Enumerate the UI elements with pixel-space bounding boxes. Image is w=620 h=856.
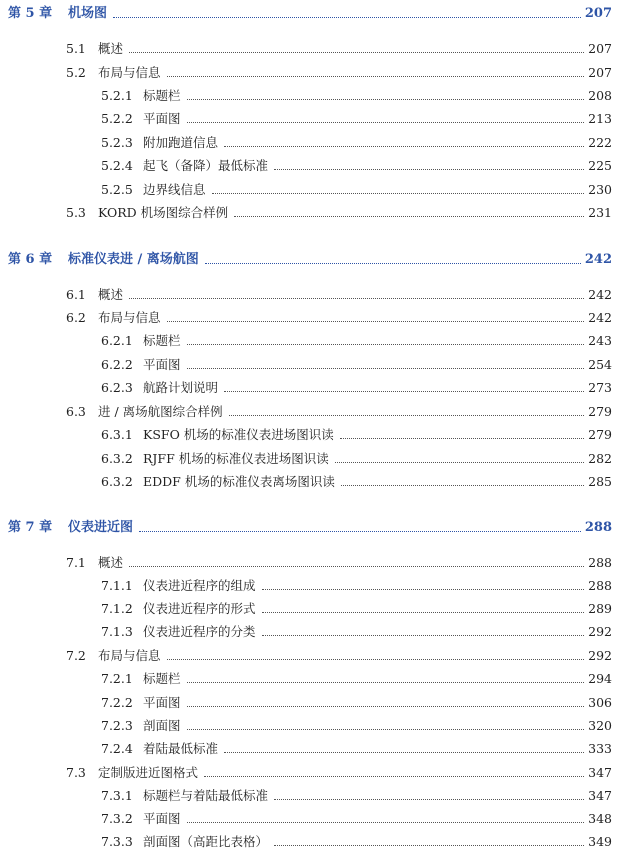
toc-entry-title: EDDF 机场的标准仪表离场图识读 bbox=[143, 474, 335, 489]
toc-entry-number: 7.1.2 bbox=[101, 601, 133, 616]
toc-entry-page-number: 320 bbox=[588, 718, 612, 733]
dot-leader bbox=[129, 566, 584, 567]
toc-entry[interactable] bbox=[0, 764, 620, 782]
toc-entry-number: 7.1 bbox=[66, 555, 86, 570]
dot-leader bbox=[187, 99, 584, 100]
toc-entry[interactable] bbox=[0, 787, 620, 805]
toc-entry-number: 6.3.2 bbox=[101, 451, 133, 466]
toc-entry-number: 7.2.3 bbox=[101, 718, 133, 733]
toc-entry-page-number: 231 bbox=[588, 205, 612, 220]
toc-entry-number: 6.1 bbox=[66, 287, 86, 302]
toc-entry-page-number: 347 bbox=[588, 788, 612, 803]
toc-entry-title: 剖面图 bbox=[143, 718, 181, 733]
dot-leader bbox=[187, 822, 584, 823]
toc-entry-title: 边界线信息 bbox=[143, 182, 206, 197]
toc-entry-number: 7.2.2 bbox=[101, 695, 133, 710]
toc-entry-title: 概述 bbox=[98, 41, 124, 56]
toc-entry-page-number: 242 bbox=[588, 287, 612, 302]
toc-entry[interactable] bbox=[0, 332, 620, 350]
toc-entry[interactable] bbox=[0, 810, 620, 828]
dot-leader bbox=[212, 193, 584, 194]
toc-entry-number: 第 6 章 bbox=[8, 252, 53, 267]
dot-leader bbox=[262, 612, 584, 613]
toc-entry-page-number: 279 bbox=[588, 404, 612, 419]
dot-leader bbox=[129, 298, 584, 299]
toc-entry-title: 仪表进近程序的分类 bbox=[143, 624, 256, 639]
toc-entry-number: 7.3.2 bbox=[101, 811, 133, 826]
toc-entry-title: 进 / 离场航图综合样例 bbox=[98, 404, 223, 419]
toc-entry-number: 7.3.3 bbox=[101, 834, 133, 849]
toc-entry[interactable] bbox=[0, 110, 620, 128]
toc-entry[interactable] bbox=[0, 426, 620, 444]
toc-entry[interactable] bbox=[0, 286, 620, 304]
toc-entry[interactable] bbox=[0, 204, 620, 222]
toc-entry-page-number: 288 bbox=[584, 520, 612, 535]
toc-entry-title: 航路计划说明 bbox=[143, 380, 219, 395]
toc-entry-number: 5.2.5 bbox=[101, 182, 133, 197]
toc-entry-title: 概述 bbox=[98, 555, 124, 570]
toc-entry-page-number: 242 bbox=[584, 252, 612, 267]
toc-entry-page-number: 207 bbox=[588, 65, 612, 80]
toc-entry-page-number: 288 bbox=[588, 555, 612, 570]
toc-entry-number: 6.2 bbox=[66, 310, 86, 325]
toc-entry[interactable] bbox=[0, 134, 620, 152]
dot-leader bbox=[224, 391, 584, 392]
dot-leader bbox=[187, 344, 584, 345]
toc-entry-number: 6.2.3 bbox=[101, 380, 133, 395]
toc-entry-number: 6.2.2 bbox=[101, 357, 133, 372]
dot-leader bbox=[224, 146, 584, 147]
dot-leader bbox=[113, 17, 581, 18]
toc-entry-page-number: 254 bbox=[588, 357, 612, 372]
dot-leader bbox=[187, 729, 584, 730]
toc-entry-title: 平面图 bbox=[143, 695, 181, 710]
toc-entry[interactable] bbox=[0, 450, 620, 468]
toc-entry-page-number: 292 bbox=[588, 648, 612, 663]
dot-leader bbox=[204, 776, 584, 777]
toc-entry-number: 6.2.1 bbox=[101, 333, 133, 348]
toc-entry[interactable] bbox=[0, 833, 620, 851]
dot-leader bbox=[341, 485, 584, 486]
dot-leader bbox=[167, 659, 584, 660]
toc-entry[interactable] bbox=[0, 40, 620, 58]
toc-entry-number: 5.3 bbox=[66, 205, 86, 220]
toc-entry-number: 5.1 bbox=[66, 41, 86, 56]
toc-entry-page-number: 349 bbox=[588, 834, 612, 849]
toc-entry-title: 仪表进近图 bbox=[68, 520, 134, 535]
toc-entry-page-number: 207 bbox=[584, 6, 612, 21]
toc-entry-page-number: 347 bbox=[588, 765, 612, 780]
toc-entry-title: 平面图 bbox=[143, 357, 181, 372]
toc-chapter-entry[interactable] bbox=[0, 519, 620, 537]
toc-chapter-entry[interactable] bbox=[0, 251, 620, 269]
toc-entry-number: 5.2.4 bbox=[101, 158, 133, 173]
toc-entry-page-number: 306 bbox=[588, 695, 612, 710]
toc-entry-title: 标题栏 bbox=[143, 671, 181, 686]
toc-entry[interactable] bbox=[0, 473, 620, 491]
dot-leader bbox=[139, 531, 581, 532]
toc-entry-title: 布局与信息 bbox=[98, 65, 161, 80]
toc-entry-page-number: 294 bbox=[588, 671, 612, 686]
toc-entry[interactable] bbox=[0, 717, 620, 735]
dot-leader bbox=[187, 368, 584, 369]
toc-entry-number: 5.2 bbox=[66, 65, 86, 80]
toc-entry[interactable] bbox=[0, 623, 620, 641]
toc-entry-title: 平面图 bbox=[143, 811, 181, 826]
toc-entry-number: 7.3 bbox=[66, 765, 86, 780]
toc-entry-number: 7.1.1 bbox=[101, 578, 133, 593]
dot-leader bbox=[224, 752, 584, 753]
toc-entry-number: 5.2.2 bbox=[101, 111, 133, 126]
toc-entry-number: 第 7 章 bbox=[8, 520, 53, 535]
toc-entry-page-number: 333 bbox=[588, 741, 612, 756]
toc-entry-title: 布局与信息 bbox=[98, 310, 161, 325]
toc-entry-number: 6.3.1 bbox=[101, 427, 133, 442]
dot-leader bbox=[187, 706, 584, 707]
toc-entry-title: 着陆最低标准 bbox=[143, 741, 219, 756]
toc-entry[interactable] bbox=[0, 670, 620, 688]
toc-entry-page-number: 289 bbox=[588, 601, 612, 616]
toc-entry[interactable] bbox=[0, 181, 620, 199]
toc-entry-page-number: 208 bbox=[588, 88, 612, 103]
dot-leader bbox=[129, 52, 584, 53]
toc-entry-title: 标准仪表进 / 离场航图 bbox=[68, 252, 199, 267]
toc-entry-number: 7.2.4 bbox=[101, 741, 133, 756]
dot-leader bbox=[187, 682, 584, 683]
toc-entry[interactable] bbox=[0, 356, 620, 374]
toc-entry-page-number: 348 bbox=[588, 811, 612, 826]
dot-leader bbox=[274, 799, 584, 800]
toc-entry-title: KSFO 机场的标准仪表进场图识读 bbox=[143, 427, 334, 442]
toc-entry-number: 7.2 bbox=[66, 648, 86, 663]
toc-entry[interactable] bbox=[0, 309, 620, 327]
toc-entry-title: 平面图 bbox=[143, 111, 181, 126]
toc-entry[interactable] bbox=[0, 740, 620, 758]
toc-entry-page-number: 230 bbox=[588, 182, 612, 197]
dot-leader bbox=[335, 462, 584, 463]
dot-leader bbox=[229, 415, 584, 416]
toc-entry-title: 标题栏与着陆最低标准 bbox=[143, 788, 269, 803]
dot-leader bbox=[274, 845, 584, 846]
toc-entry-title: 机场图 bbox=[68, 6, 108, 21]
toc-entry[interactable] bbox=[0, 403, 620, 421]
toc-entry-number: 7.1.3 bbox=[101, 624, 133, 639]
toc-entry[interactable] bbox=[0, 87, 620, 105]
dot-leader bbox=[234, 216, 584, 217]
toc-entry-page-number: 222 bbox=[588, 135, 612, 150]
toc-entry-page-number: 242 bbox=[588, 310, 612, 325]
toc-entry[interactable] bbox=[0, 379, 620, 397]
toc-entry-number: 7.2.1 bbox=[101, 671, 133, 686]
toc-entry-page-number: 243 bbox=[588, 333, 612, 348]
dot-leader bbox=[262, 589, 584, 590]
dot-leader bbox=[187, 122, 584, 123]
toc-entry-title: KORD 机场图综合样例 bbox=[98, 205, 229, 220]
toc-entry[interactable] bbox=[0, 577, 620, 595]
dot-leader bbox=[262, 635, 584, 636]
toc-entry-number: 5.2.3 bbox=[101, 135, 133, 150]
toc-entry-number: 6.3 bbox=[66, 404, 86, 419]
toc-entry-page-number: 279 bbox=[588, 427, 612, 442]
toc-entry-number: 7.3.1 bbox=[101, 788, 133, 803]
dot-leader bbox=[167, 321, 584, 322]
toc-entry[interactable] bbox=[0, 157, 620, 175]
toc-entry-title: 定制版进近图格式 bbox=[98, 765, 199, 780]
dot-leader bbox=[274, 169, 584, 170]
toc-entry-title: 剖面图（高距比表格） bbox=[143, 834, 269, 849]
toc-entry-title: 起飞（备降）最低标准 bbox=[143, 158, 269, 173]
toc-entry-title: 布局与信息 bbox=[98, 648, 161, 663]
toc-entry-page-number: 273 bbox=[588, 380, 612, 395]
dot-leader bbox=[167, 76, 584, 77]
toc-entry-number: 第 5 章 bbox=[8, 6, 53, 21]
toc-entry-title: 仪表进近程序的形式 bbox=[143, 601, 256, 616]
toc-entry[interactable] bbox=[0, 647, 620, 665]
toc-entry-page-number: 288 bbox=[588, 578, 612, 593]
toc-entry[interactable] bbox=[0, 64, 620, 82]
toc-entry[interactable] bbox=[0, 600, 620, 618]
toc-entry-page-number: 292 bbox=[588, 624, 612, 639]
dot-leader bbox=[205, 263, 581, 264]
toc-entry-number: 6.3.2 bbox=[101, 474, 133, 489]
toc-entry-page-number: 207 bbox=[588, 41, 612, 56]
toc-entry-page-number: 213 bbox=[588, 111, 612, 126]
toc-entry[interactable] bbox=[0, 694, 620, 712]
toc-entry-title: 仪表进近程序的组成 bbox=[143, 578, 256, 593]
toc-chapter-entry[interactable] bbox=[0, 5, 620, 23]
dot-leader bbox=[340, 438, 584, 439]
toc-entry-title: 概述 bbox=[98, 287, 124, 302]
toc-entry-page-number: 225 bbox=[588, 158, 612, 173]
toc-entry-title: 附加跑道信息 bbox=[143, 135, 219, 150]
toc-entry-title: 标题栏 bbox=[143, 88, 181, 103]
toc-entry-number: 5.2.1 bbox=[101, 88, 133, 103]
toc-entry-page-number: 285 bbox=[588, 474, 612, 489]
toc-entry-page-number: 282 bbox=[588, 451, 612, 466]
toc-entry-title: RJFF 机场的标准仪表进场图识读 bbox=[143, 451, 329, 466]
toc-entry-title: 标题栏 bbox=[143, 333, 181, 348]
toc-entry[interactable] bbox=[0, 554, 620, 572]
